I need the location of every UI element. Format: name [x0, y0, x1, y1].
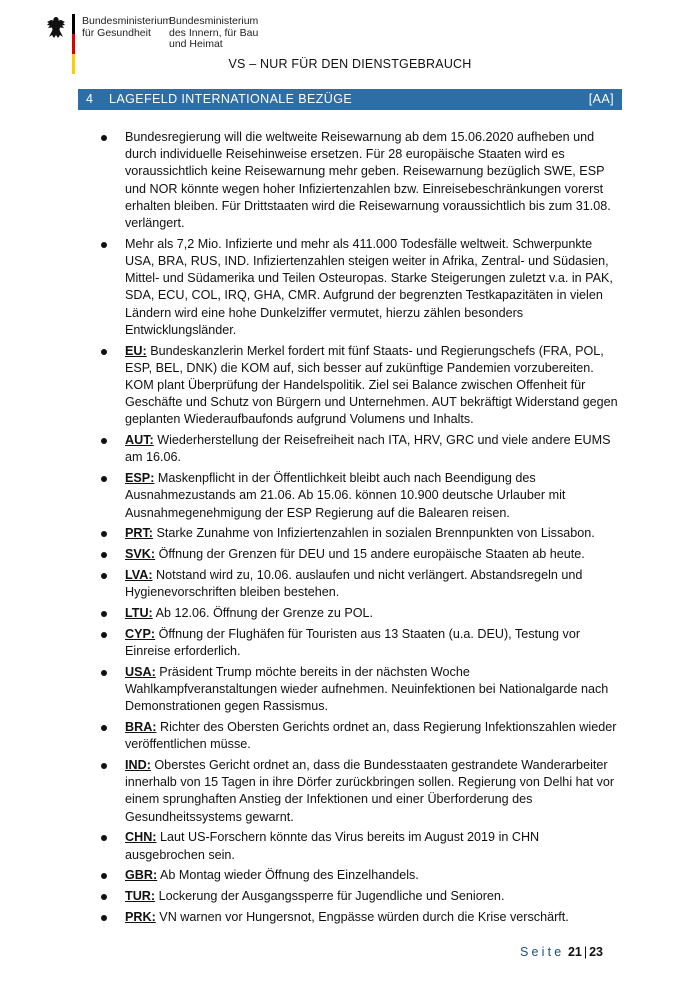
page-separator: |	[583, 945, 588, 959]
country-code: BRA:	[125, 720, 157, 735]
item-text: Lockerung der Ausgangssperre für Jugendliche und Senioren.	[158, 889, 505, 904]
list-item	[88, 719, 618, 753]
bullet-icon	[101, 135, 107, 141]
page-footer	[520, 945, 603, 959]
item-text: Starke Zunahme von Infiziertenzahlen in sozialen Brennpunkten von Lissabon.	[156, 526, 595, 541]
list-item	[88, 343, 618, 429]
item-text: Öffnung der Grenzen für DEU und 15 andere europäische Staaten ab heute.	[158, 547, 585, 562]
bullet-icon	[101, 573, 107, 579]
item-text: Oberstes Gericht ordnet an, dass die Bundesstaaten gestrandete Wanderarbeiter innerhalb von 15 Tagen in ihre Dörfer zurückbringen sollen. Regierung von Delhi hat vor einem sprunghaften Anstieg der Infektionen und einer Überforderung des Gesundheitssystems gewarnt.	[125, 758, 615, 824]
bullet-icon	[101, 915, 107, 921]
list-item	[88, 470, 618, 522]
item-text: Präsident Trump möchte bereits in der nächsten Woche Wahlkampfveranstaltungen wieder aufnehmen. Neuinfektionen bei Nationalgarde nach Demonstrationen gegen Rassismus.	[125, 664, 609, 714]
bullet-icon	[101, 611, 107, 617]
bullet-icon	[101, 670, 107, 676]
section-title: LAGEFELD INTERNATIONALE BEZÜGE	[109, 92, 353, 106]
item-text: Ab Montag wieder Öffnung des Einzelhandels.	[160, 868, 419, 883]
list-item	[88, 888, 618, 905]
country-code: LVA:	[125, 568, 153, 583]
section-number: 4	[86, 92, 94, 106]
item-text: Notstand wird zu, 10.06. auslaufen und nicht verlängert. Abstandsregeln und Hygienevorschriften bleiben bestehen.	[125, 568, 583, 600]
item-text: VN warnen vor Hungersnot, Engpässe würden durch die Krise verschärft.	[159, 910, 569, 925]
section-tag: [AA]	[588, 92, 614, 106]
page-total: 23	[589, 945, 603, 959]
bullet-icon	[101, 894, 107, 900]
federal-eagle-icon	[46, 16, 66, 40]
item-text: Laut US-Forschern könnte das Virus bereits im August 2019 in CHN ausgebrochen sein.	[125, 830, 540, 862]
bullet-icon	[101, 632, 107, 638]
list-item	[88, 626, 618, 660]
country-code: LTU:	[125, 606, 153, 621]
section-heading-bar	[78, 89, 622, 110]
list-item	[88, 909, 618, 926]
country-code: TUR:	[125, 889, 156, 904]
flag-stripe-black	[72, 14, 75, 34]
list-item	[88, 605, 618, 622]
page-number: 21	[567, 945, 582, 959]
country-code: SVK:	[125, 547, 156, 562]
bullet-icon	[101, 835, 107, 841]
bullet-icon	[101, 763, 107, 769]
list-item	[88, 525, 618, 542]
list-item	[88, 567, 618, 601]
list-item	[88, 129, 618, 232]
ministry-interior-name: Bundesministerium des Innern, für Bau und Heimat	[169, 15, 259, 50]
country-code: ESP:	[125, 471, 155, 486]
flag-stripe-red	[72, 34, 75, 54]
country-code: PRT:	[125, 526, 153, 541]
item-text: Wiederherstellung der Reisefreiheit nach ITA, HRV, GRC und viele andere EUMS am 16.06.	[125, 433, 611, 465]
item-text: Maskenpflicht in der Öffentlichkeit bleibt auch nach Beendigung des Ausnahmezustands am 21.06. Ab 15.06. können 10.900 deutsche Urlauber mit Ausnahmegenehmigung der ESP Regierung auf die Balearen reisen.	[125, 471, 566, 520]
country-code: CHN:	[125, 830, 157, 845]
item-text: Bundeskanzlerin Merkel fordert mit fünf Staats- und Regierungschefs (FRA, POL, ESP, BEL, DNK) die KOM auf, sich besser auf zukünftige Pandemien vorzubereiten. KOM plant Überprüfung der Handelspolitik. Ziel sei Balance zwischen Offenheit für Geschäfte und Schutz von Bürgern und Unternehmen. AUT bekräftigt Widerstand gegen geplanten Wiederaufbaufonds aufgrund Volumens und Inhalts.	[125, 343, 618, 427]
bullet-icon	[101, 552, 107, 558]
item-text: Mehr als 7,2 Mio. Infizierte und mehr als 411.000 Todesfälle weltweit. Schwerpunkte USA, BRA, RUS, IND. Infiziertenzahlen steigen weiter in Afrika, Zentral- und Südasien, Mittel- und Südamerika und Teilen Osteuropas. Starke Steigerungen zuletzt v.a. in PAK, SDA, ECU, COL, IRQ, GHA, CMR. Aufgrund der begrenzten Testkapazitäten in vielen Ländern wird eine hohe Dunkelziffer vermutet, hierzu zählen besonders Entwicklungsländer.	[125, 236, 613, 337]
country-code: EU:	[125, 343, 147, 358]
item-text: Bundesregierung will die weltweite Reisewarnung ab dem 15.06.2020 aufheben und durch individuelle Reisehinweise ersetzen. Für 28 europäische Staaten wird es voraussichtlich keine Reisewarnung mehr geben. Reisewarnung bezüglich SWE, ESP und NOR könnte wegen hoher Infiziertenzahlen bzw. Einreisebeschränkungen vorerst erhalten bleiben. Für Drittstaaten wird die Reisewarnung voraussichtlich bis zum 31.08. verlängert.	[125, 130, 611, 231]
country-code: AUT:	[125, 433, 154, 448]
classification-label: VS – NUR FÜR DEN DIENSTGEBRAUCH	[228, 57, 472, 71]
bullet-list	[88, 129, 618, 926]
country-code: USA:	[125, 664, 156, 679]
list-item	[88, 757, 618, 826]
item-text: Öffnung der Flughäfen für Touristen aus 13 Staaten (u.a. DEU), Testung vor Einreise erforderlich.	[125, 626, 581, 659]
item-text: Ab 12.06. Öffnung der Grenze zu POL.	[155, 606, 374, 621]
list-item	[88, 546, 618, 563]
list-item	[88, 664, 618, 716]
page-label: Seite	[519, 945, 565, 959]
bullet-icon	[101, 476, 107, 482]
country-code: GBR:	[125, 868, 158, 883]
ministry-health-name: Bundesministerium für Gesundheit	[82, 15, 172, 39]
bullet-icon	[101, 242, 107, 248]
country-code: PRK:	[125, 910, 156, 925]
bullet-icon	[101, 349, 107, 355]
country-code: IND:	[125, 758, 151, 773]
content-area	[88, 129, 618, 930]
bullet-icon	[101, 725, 107, 731]
item-text: Richter des Obersten Gerichts ordnet an, dass Regierung Infektionszahlen wieder veröffentlichen müsse.	[125, 720, 617, 752]
list-item	[88, 236, 618, 339]
bullet-icon	[101, 438, 107, 444]
country-code: CYP:	[125, 626, 156, 641]
bullet-icon	[101, 873, 107, 879]
list-item	[88, 867, 618, 884]
list-item	[88, 829, 618, 863]
bullet-icon	[101, 531, 107, 537]
list-item	[88, 432, 618, 466]
